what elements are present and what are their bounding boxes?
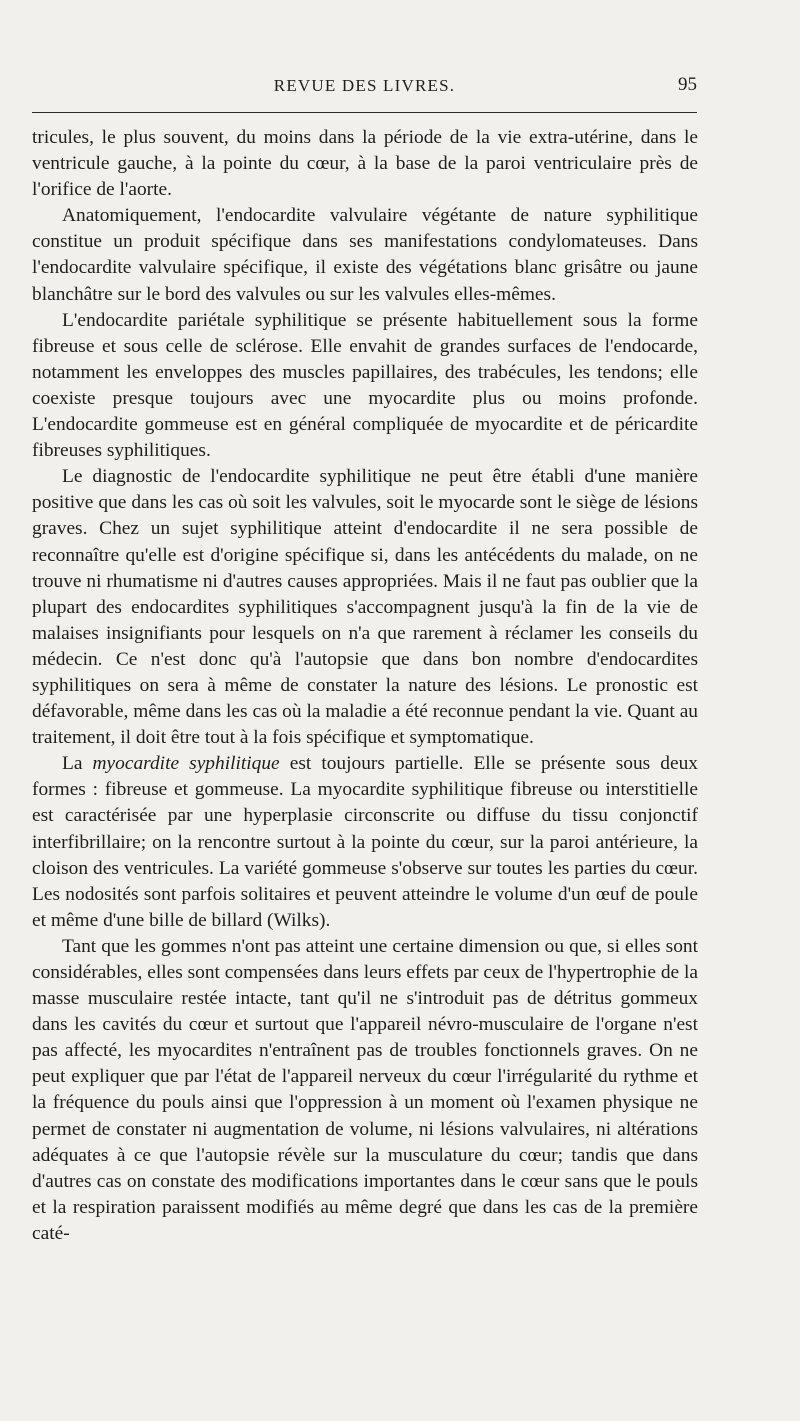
myocarditis-lead: La bbox=[62, 753, 93, 775]
page-number: 95 bbox=[678, 74, 697, 95]
paragraph-continuation: tricules, le plus souvent, du moins dans la période de la vie extra-utérine, dans le ventricule gauche, à la pointe du cœur, à la base de la paroi ventriculaire près de l'orifice de l'aorte. bbox=[32, 127, 698, 201]
paragraph-myocarditis bbox=[32, 751, 698, 934]
paragraph-parietal-endocarditis: L'endocardite pariétale syphilitique se présente habituellement sous la forme fibreuse et sous celle de sclérose. Elle envahit de grandes surfaces de l'endocarde, notamment les enveloppes des muscles papillaires, des trabécules, les tendons; elle coexiste presque toujours avec une myocardite plus ou moins profonde. L'endocardite gommeuse est en général compliquée de myocardite et de péricardite fibreuses syphilitiques. bbox=[32, 309, 698, 462]
running-header bbox=[32, 74, 697, 98]
running-title: REVUE DES LIVRES. bbox=[273, 76, 456, 95]
paragraph-anatomy: Anatomiquement, l'endocardite valvulaire végétante de nature syphilitique constitue un produit spécifique dans ses manifestations condylomateuses. Dans l'endocardite valvulaire spécifique, il existe des végétations blanc grisâtre ou jaune blanchâtre sur le bord des valvules ou sur les valvules elles-mêmes. bbox=[32, 205, 698, 305]
body-text bbox=[32, 125, 698, 1247]
paragraph-gummas: Tant que les gommes n'ont pas atteint une certaine dimension ou que, si elles sont considérables, elles sont compensées dans leurs effets par ceux de l'hypertrophie de la masse musculaire restée intacte, tant qu'il ne s'introduit pas de détritus gommeux dans les cavités du cœur et surtout que l'appareil névro-musculaire de l'organe n'est pas affecté, les myocardites n'entraînent pas de troubles fonctionnels graves. On ne peut expliquer que par l'état de l'appareil nerveux du cœur l'irrégularité du rythme et la fréquence du pouls ainsi que l'oppression à un moment où l'examen physique ne permet de constater ni augmentation de volume, ni lésions valvulaires, ni altérations adéquates à ce que l'autopsie révèle sur la musculature du cœur; tandis que dans d'autres cas on constate des modifications importantes dans le cœur sans que le pouls et la respiration paraissent modifiés au même degré que dans les cas de la première caté- bbox=[32, 935, 698, 1244]
paragraph-diagnosis: Le diagnostic de l'endocardite syphilitique ne peut être établi d'une manière positive que dans les cas où soit les valvules, soit le myocarde sont le siège de lésions graves. Chez un sujet syphilitique atteint d'endocardite il ne sera possible de reconnaître qu'elle est d'origine spécifique si, dans les antécédents du malade, on ne trouve ni rhumatisme ni d'autres causes appropriées. Mais il ne faut pas oublier que la plupart des endocardites syphilitiques s'accompagnent jusqu'à la fin de la vie de malaises insignifiants pour lesquels on n'a que rarement à réclamer les conseils du médecin. Ce n'est donc qu'à l'autopsie que dans bon nombre d'endocardites syphilitiques on sera à même de constater la nature des lésions. Le pronostic est défavorable, même dans les cas où la maladie a été reconnue pendant la vie. Quant au traitement, il doit être tout à la fois spécifique et symptomatique. bbox=[32, 466, 698, 749]
myocarditis-text: est toujours partielle. Elle se présente sous deux formes : fibreuse et gommeuse. La myocardite syphilitique fibreuse ou interstitielle est caractérisée par une hyperplasie circonscrite ou diffuse du tissu conjonctif interfibrillaire; on la rencontre surtout à la pointe du cœur, sur la paroi antérieure, la cloison des ventricules. La variété gommeuse s'observe sur toutes les parties du cœur. Les nodosités sont parfois solitaires et peuvent atteindre le volume d'un œuf de poule et même d'une bille de billard (Wilks). bbox=[32, 753, 698, 931]
myocarditis-term: myocardite syphilitique bbox=[92, 753, 280, 775]
header-rule bbox=[32, 112, 697, 113]
